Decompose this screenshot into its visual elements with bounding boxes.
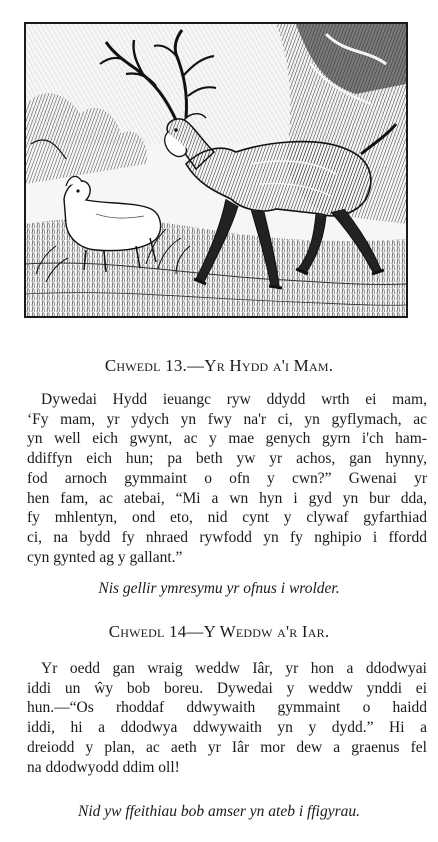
fable-14-heading-number: 14— bbox=[169, 622, 204, 641]
fable-13-heading-prefix: Chwedl bbox=[104, 356, 161, 375]
text-line: yn well eich gwynt, ac y mae genych gyrn i'ch ham- bbox=[27, 430, 427, 448]
text-line: fy mhlentyn, ond eto, nid cynt y clywaf gyfarthiad bbox=[27, 509, 427, 527]
text-line: hun.—“Os rhoddaf ddwywaith gymmaint o haidd bbox=[27, 699, 427, 717]
fable-14-heading-prefix: Chwedl bbox=[108, 622, 165, 641]
text-line: iddi un ŵy bob boreu. Dywedai y weddw ynddi ei bbox=[27, 679, 427, 697]
text-line: dreiodd y plan, ac aeth yr Iâr mor dew a graenus fel bbox=[27, 738, 427, 756]
text-line: ci, na bydd fy nhraed rywfodd yn fy nghipio i ffordd bbox=[27, 528, 427, 546]
fable-14-text bbox=[27, 659, 427, 777]
text-line: fod arnoch gymmaint o ofn y cwn?” Gwenai yr bbox=[27, 469, 427, 487]
fable-13-heading bbox=[0, 356, 438, 376]
text-line: hen fam, ac atebai, “Mi a wn hyn i gyd yn bur dda, bbox=[27, 489, 427, 507]
text-line: iddi, hi a ddodwya ddwywaith yn y dydd.” Hi a bbox=[27, 719, 427, 737]
text-line: na ddodwyodd ddim oll! bbox=[27, 758, 180, 776]
text-line: cyn gynted ag y gallant.” bbox=[27, 548, 183, 566]
text-line: ‘Fy mam, yr ydych yn fwy na'r ci, yn gyflymach, ac bbox=[27, 410, 427, 428]
stag-and-fawn-illustration bbox=[24, 22, 408, 318]
stag-and-fawn-icon bbox=[26, 24, 406, 316]
fable-13-text bbox=[27, 390, 427, 567]
text-line: ddiffyn eich hun; pa beth yw yr achos, gan hynny, bbox=[27, 450, 427, 468]
fable-13-moral: Nis gellir ymresymu yr ofnus i wrolder. bbox=[98, 580, 340, 597]
fable-13-heading-number: 13.— bbox=[165, 356, 205, 375]
fable-14-heading bbox=[0, 622, 438, 642]
fable-13-heading-title: Yr Hydd a'i Mam. bbox=[204, 356, 334, 375]
fable-14-heading-title: Y Weddw a'r Iar. bbox=[203, 622, 330, 641]
text-line: Dywedai Hydd ieuangc ryw ddydd wrth ei mam, bbox=[41, 391, 427, 408]
fable-14-moral: Nid yw ffeithiau bob amser yn ateb i ffigyrau. bbox=[78, 803, 360, 820]
text-line: Yr oedd gan wraig weddw Iâr, yr hon a ddodwyai bbox=[41, 660, 427, 677]
